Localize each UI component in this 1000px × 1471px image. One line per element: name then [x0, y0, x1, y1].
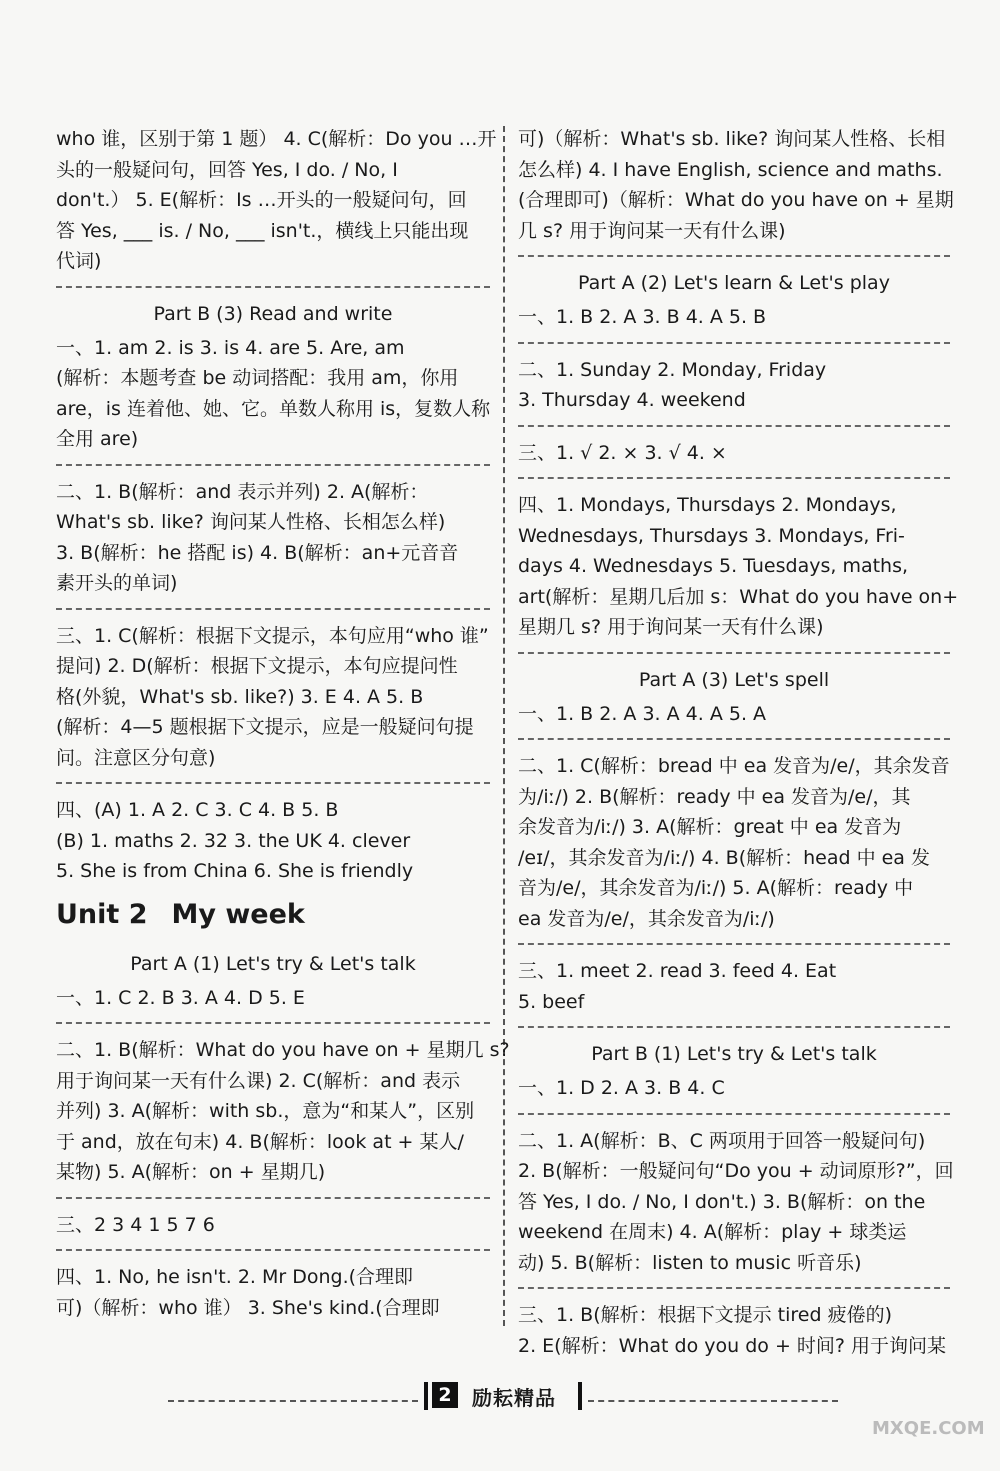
page-number: 2	[432, 1382, 458, 1408]
text-line: 一、1. B 2. A 3. A 4. A 5. A	[518, 702, 767, 725]
part-a3-q2	[518, 751, 950, 934]
text-line: 2. E(解析：What do you do + 时间? 用于询问某	[518, 1334, 947, 1357]
unit-number: Unit 2	[56, 898, 148, 930]
text-line: 三、1. meet 2. read 3. feed 4. Eat	[518, 960, 837, 982]
divider	[518, 477, 950, 479]
part-a1-q3	[56, 1210, 490, 1241]
text-line: 四、1. Mondays, Thursdays 2. Mondays,	[518, 494, 897, 516]
text-line: 答 Yes, ___ is. / No, ___ isn't.，横线上只能出现	[56, 219, 469, 242]
text-line: 一、1. C 2. B 3. A 4. D 5. E	[56, 986, 305, 1009]
divider	[56, 1197, 490, 1199]
text-line: What's sb. like? 询问某人性格、长相怎么样)	[56, 511, 446, 533]
part-a3-q3	[518, 956, 950, 1017]
text-line: 一、1. D 2. A 3. B 4. C	[518, 1077, 725, 1099]
text-line: 四、(A) 1. A 2. C 3. C 4. B 5. B	[56, 799, 339, 821]
part-b1-q1	[518, 1073, 950, 1104]
text-line: 用于询问某一天有什么课) 2. C(解析：and 表示	[56, 1069, 461, 1092]
text-line: 余发音为/iː/) 3. A(解析：great 中 ea 发音为	[518, 816, 902, 838]
part-a2-q2	[518, 355, 950, 416]
part-b3-q2	[56, 477, 490, 599]
text-line: 5. beef	[518, 990, 585, 1013]
section-heading-part-a3: Part A (3) Let's spell	[638, 668, 830, 691]
part-a1-q4	[56, 1262, 490, 1323]
text-line: 二、1. B(解析：What do you have on + 星期几 s?	[56, 1039, 510, 1061]
section-heading-part-b1: Part B (1) Let's try & Let's talk	[591, 1043, 877, 1065]
text-line: 三、1. B(解析：根据下文提示 tired 疲倦的)	[518, 1304, 892, 1326]
right-intro	[518, 124, 954, 246]
divider	[518, 425, 950, 427]
section-heading-part-a1: Part A (1) Let's try & Let's talk	[130, 952, 416, 975]
text-line: (解析：本题考查 be 动词搭配：我用 am，你用	[56, 367, 459, 389]
text-line: 问。注意区分句意)	[56, 746, 216, 769]
divider	[518, 342, 950, 344]
text-line: 音为/e/，其余发音为/iː/) 5. A(解析：ready 中	[518, 877, 914, 899]
page-footer	[0, 1378, 1000, 1412]
part-b3-q3	[56, 621, 490, 774]
text-line: 几 s? 用于询问某一天有什么课)	[518, 219, 786, 242]
text-line: 一、1. B 2. A 3. B 4. A 5. B	[518, 306, 767, 328]
text-line: Wednesdays, Thursdays 3. Mondays, Fri-	[518, 524, 905, 547]
text-line: 动) 5. B(解析：listen to music 听音乐)	[518, 1251, 862, 1274]
column-divider	[503, 126, 505, 1326]
part-a3-q1	[518, 699, 950, 730]
part-a2-q1	[518, 302, 950, 333]
text-line: 二、1. B(解析：and 表示并列) 2. A(解析：	[56, 480, 429, 503]
text-line: 可)（解析：who 谁） 3. She's kind.(合理即	[56, 1296, 440, 1319]
text-line: 一、1. am 2. is 3. is 4. are 5. Are, am	[56, 336, 405, 359]
text-line: 3. Thursday 4. weekend	[518, 389, 746, 411]
part-a2-q3	[518, 438, 950, 469]
text-line: (解析：4—5 题根据下文提示，应是一般疑问句提	[56, 716, 474, 738]
text-line: 为/iː/) 2. B(解析：ready 中 ea 发音为/e/，其	[518, 785, 911, 808]
watermark: MXQE.COM	[872, 1418, 985, 1439]
unit-heading	[56, 895, 490, 935]
part-b3-q4	[56, 795, 490, 887]
section-heading-part-b3: Part B (3) Read and write	[153, 302, 393, 325]
text-line: 头的一般疑问句，回答 Yes, I do. / No, I	[56, 158, 398, 181]
text-line: 四、1. No, he isn't. 2. Mr Dong.(合理即	[56, 1266, 414, 1288]
text-line: 3. B(解析：he 搭配 is) 4. B(解析：an+元音音	[56, 541, 459, 564]
brand-logo-text: 励耘精品	[472, 1386, 556, 1410]
section-heading-part-a2: Part A (2) Let's learn & Let's play	[578, 272, 890, 294]
text-line: 并列) 3. A(解析：with sb.，意为“和某人”，区别	[56, 1100, 475, 1122]
text-line: /eɪ/，其余发音为/iː/) 4. B(解析：head 中 ea 发	[518, 846, 930, 869]
divider	[518, 1026, 950, 1028]
divider	[56, 1022, 490, 1024]
text-line: 答 Yes, I do. / No, I don't.) 3. B(解析：on the	[518, 1190, 926, 1213]
text-line: 三、2 3 4 1 5 7 6	[56, 1213, 215, 1236]
text-line: 某物) 5. A(解析：on + 星期几)	[56, 1161, 326, 1183]
text-line: ea 发音为/e/，其余发音为/iː/)	[518, 907, 775, 930]
text-line: 星期几 s? 用于询问某一天有什么课)	[518, 616, 824, 638]
text-line: 5. She is from China 6. She is friendly	[56, 860, 414, 882]
divider	[56, 1249, 490, 1251]
divider	[56, 608, 490, 610]
text-line: 三、1. C(解析：根据下文提示，本句应用“who 谁”	[56, 624, 489, 647]
part-a1-q1	[56, 983, 490, 1014]
text-line: 全用 are)	[56, 428, 139, 450]
text-line: don't.） 5. E(解析：Is …开头的一般疑问句，回	[56, 189, 467, 211]
part-a2-q4	[518, 490, 959, 643]
text-line: 二、1. A(解析：B、C 两项用于回答一般疑问句)	[518, 1129, 926, 1152]
footer-bar-right	[578, 1382, 582, 1410]
text-line: 怎么样) 4. I have English, science and maths.	[518, 158, 943, 181]
text-line: art(解析：星期几后加 s：What do you have on+	[518, 585, 959, 608]
part-b3-q1	[56, 333, 490, 455]
text-line: 2. B(解析：一般疑问句“Do you + 动词原形?”，回	[518, 1160, 954, 1182]
divider	[518, 1113, 950, 1115]
text-line: 格(外貌，What's sb. like?) 3. E 4. A 5. B	[56, 685, 424, 708]
footer-rule-right	[588, 1400, 838, 1402]
part-a1-q2	[56, 1035, 510, 1188]
divider	[518, 1287, 950, 1289]
divider	[518, 943, 950, 945]
text-line: 提问) 2. D(解析：根据下文提示，本句应提问性	[56, 655, 458, 677]
text-line: (B) 1. maths 2. 32 3. the UK 4. clever	[56, 829, 411, 852]
divider	[518, 652, 950, 654]
text-line: 三、1. √ 2. × 3. √ 4. ×	[518, 441, 727, 464]
text-line: 于 and，放在句末) 4. B(解析：look at + 某人/	[56, 1130, 464, 1153]
right-column	[518, 124, 959, 1361]
divider	[56, 464, 490, 466]
left-intro	[56, 124, 497, 277]
divider	[518, 738, 950, 740]
part-b1-q3	[518, 1300, 950, 1361]
unit-title: My week	[171, 898, 305, 930]
text-line: 代词)	[56, 250, 102, 272]
text-line: days 4. Wednesdays 5. Tuesdays, maths,	[518, 555, 909, 577]
left-column	[56, 124, 510, 1323]
divider	[56, 286, 490, 288]
text-line: 可)（解析：What's sb. like? 询问某人性格、长相	[518, 128, 946, 150]
text-line: 二、1. C(解析：bread 中 ea 发音为/e/，其余发音	[518, 755, 950, 777]
text-line: 二、1. Sunday 2. Monday, Friday	[518, 358, 827, 381]
text-line: are，is 连着他、她、它。单数人称用 is，复数人称	[56, 397, 491, 420]
text-line: who 谁，区别于第 1 题） 4. C(解析：Do you …开	[56, 128, 497, 150]
text-line: weekend 在周末) 4. A(解析：play + 球类运	[518, 1221, 907, 1243]
part-b1-q2	[518, 1126, 954, 1279]
footer-bar-left	[424, 1382, 428, 1410]
text-line: (合理即可)（解析：What do you have on + 星期	[518, 189, 954, 211]
divider	[518, 255, 950, 257]
text-line: 素开头的单词)	[56, 572, 178, 594]
footer-rule-left	[168, 1400, 418, 1402]
divider	[56, 782, 490, 784]
